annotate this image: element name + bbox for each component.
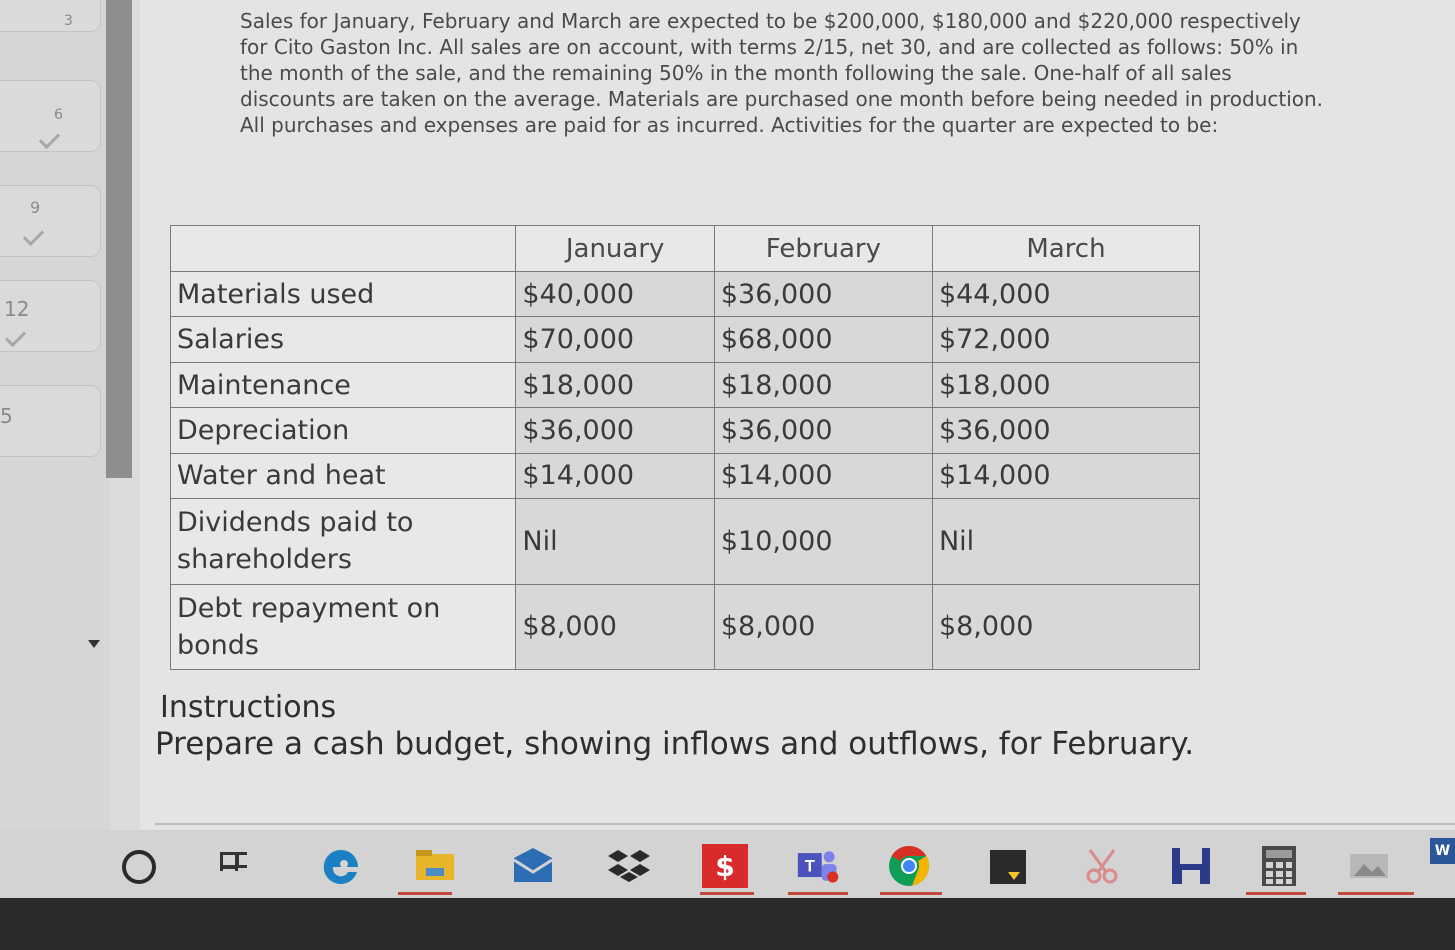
row-label: Water and heat: [171, 453, 516, 498]
calculator-icon[interactable]: [1256, 846, 1302, 886]
chrome-icon[interactable]: [886, 846, 932, 886]
check-icon: [39, 128, 60, 149]
table-row: [171, 453, 1200, 498]
divider: [155, 823, 1455, 825]
cell-value: $14,000: [932, 453, 1199, 498]
table-row: [171, 272, 1200, 317]
active-app-indicator: [880, 892, 942, 895]
edge-icon[interactable]: [318, 846, 364, 886]
cell-value: $44,000: [932, 272, 1199, 317]
cell-value: Nil: [516, 499, 714, 584]
instructions-heading: Instructions: [160, 690, 337, 725]
table-row: [171, 408, 1200, 453]
teams-icon[interactable]: [796, 846, 842, 886]
mail-icon[interactable]: [510, 846, 556, 886]
scrollbar-thumb[interactable]: [106, 0, 132, 478]
check-icon: [5, 326, 26, 347]
cell-value: $40,000: [516, 272, 714, 317]
save-app-icon[interactable]: [1168, 846, 1214, 886]
nav-item-number: 5: [0, 404, 13, 428]
table-header-february: February: [714, 226, 932, 272]
nav-item-number: 9: [30, 198, 41, 217]
word-icon[interactable]: W: [1430, 838, 1455, 864]
teams-letter: T: [804, 856, 815, 876]
row-label: Maintenance: [171, 362, 516, 407]
dropbox-icon[interactable]: [606, 846, 652, 886]
table-row: [171, 499, 1200, 584]
question-navigator: [0, 0, 110, 830]
nav-item-9[interactable]: [0, 185, 101, 257]
cell-value: $36,000: [714, 408, 932, 453]
row-label: Materials used: [171, 272, 516, 317]
nav-item-number: 6: [54, 107, 63, 123]
row-label: Salaries: [171, 317, 516, 362]
cell-value: $36,000: [516, 408, 714, 453]
table-header-blank: [171, 226, 516, 272]
cell-value: $70,000: [516, 317, 714, 362]
question-intro-text: Sales for January, February and March are expected to be $200,000, $180,000 and $220,000 respectively for Cito Gaston Inc. All sales are on account, with terms 2/15, net 30, and are collected as follows: 50% in the month of the sale, and the remaining 50% in the month following the sale. One-half of all sales discounts are taken on the average. Materials are purchased one month before being needed in production. All purchases and expenses are paid for as incurred. Activities for the quarter are expected to be:: [240, 9, 1324, 137]
cell-value: $18,000: [516, 362, 714, 407]
screen-bezel: [0, 898, 1455, 950]
nav-item-5[interactable]: [0, 385, 101, 457]
active-app-indicator: [1338, 892, 1414, 895]
cell-value: $8,000: [714, 584, 932, 669]
cell-value: $14,000: [516, 453, 714, 498]
cell-value: $8,000: [932, 584, 1199, 669]
activities-table: [170, 225, 1200, 670]
search-icon[interactable]: [122, 850, 156, 884]
nav-item-3[interactable]: [0, 0, 101, 32]
row-label: Depreciation: [171, 408, 516, 453]
cell-value: $36,000: [714, 272, 932, 317]
cell-value: Nil: [932, 499, 1199, 584]
cell-value: $36,000: [932, 408, 1199, 453]
active-app-indicator: [398, 892, 452, 895]
snipping-tool-icon[interactable]: [1080, 846, 1126, 886]
instructions-text: Prepare a cash budget, showing inflows and outflows, for February.: [155, 726, 1195, 762]
cell-value: $10,000: [714, 499, 932, 584]
taskbar: [0, 830, 1455, 898]
cell-value: $18,000: [932, 362, 1199, 407]
active-app-indicator: [700, 892, 754, 895]
table-header-march: March: [932, 226, 1199, 272]
money-app-icon[interactable]: $: [702, 844, 748, 888]
nav-item-number: 3: [64, 13, 73, 29]
nav-item-12[interactable]: [0, 280, 101, 352]
table-row: [171, 362, 1200, 407]
table-header-january: January: [516, 226, 714, 272]
active-app-indicator: [1246, 892, 1306, 895]
photos-icon[interactable]: [1346, 846, 1392, 886]
row-label: Debt repayment on bonds: [171, 584, 516, 669]
sticky-notes-icon[interactable]: [986, 846, 1032, 886]
collapse-arrow-icon[interactable]: [88, 640, 100, 648]
nav-item-6[interactable]: [0, 80, 101, 152]
file-explorer-icon[interactable]: [412, 846, 458, 886]
cell-value: $18,000: [714, 362, 932, 407]
nav-item-number: 12: [4, 297, 30, 321]
cell-value: $68,000: [714, 317, 932, 362]
table-row: [171, 317, 1200, 362]
table-header-row: [171, 226, 1200, 272]
cell-value: $14,000: [714, 453, 932, 498]
table-row: [171, 584, 1200, 669]
task-view-icon[interactable]: [220, 852, 254, 880]
cell-value: $72,000: [932, 317, 1199, 362]
check-icon: [23, 225, 44, 246]
cell-value: $8,000: [516, 584, 714, 669]
active-app-indicator: [788, 892, 848, 895]
row-label: Dividends paid to shareholders: [171, 499, 516, 584]
